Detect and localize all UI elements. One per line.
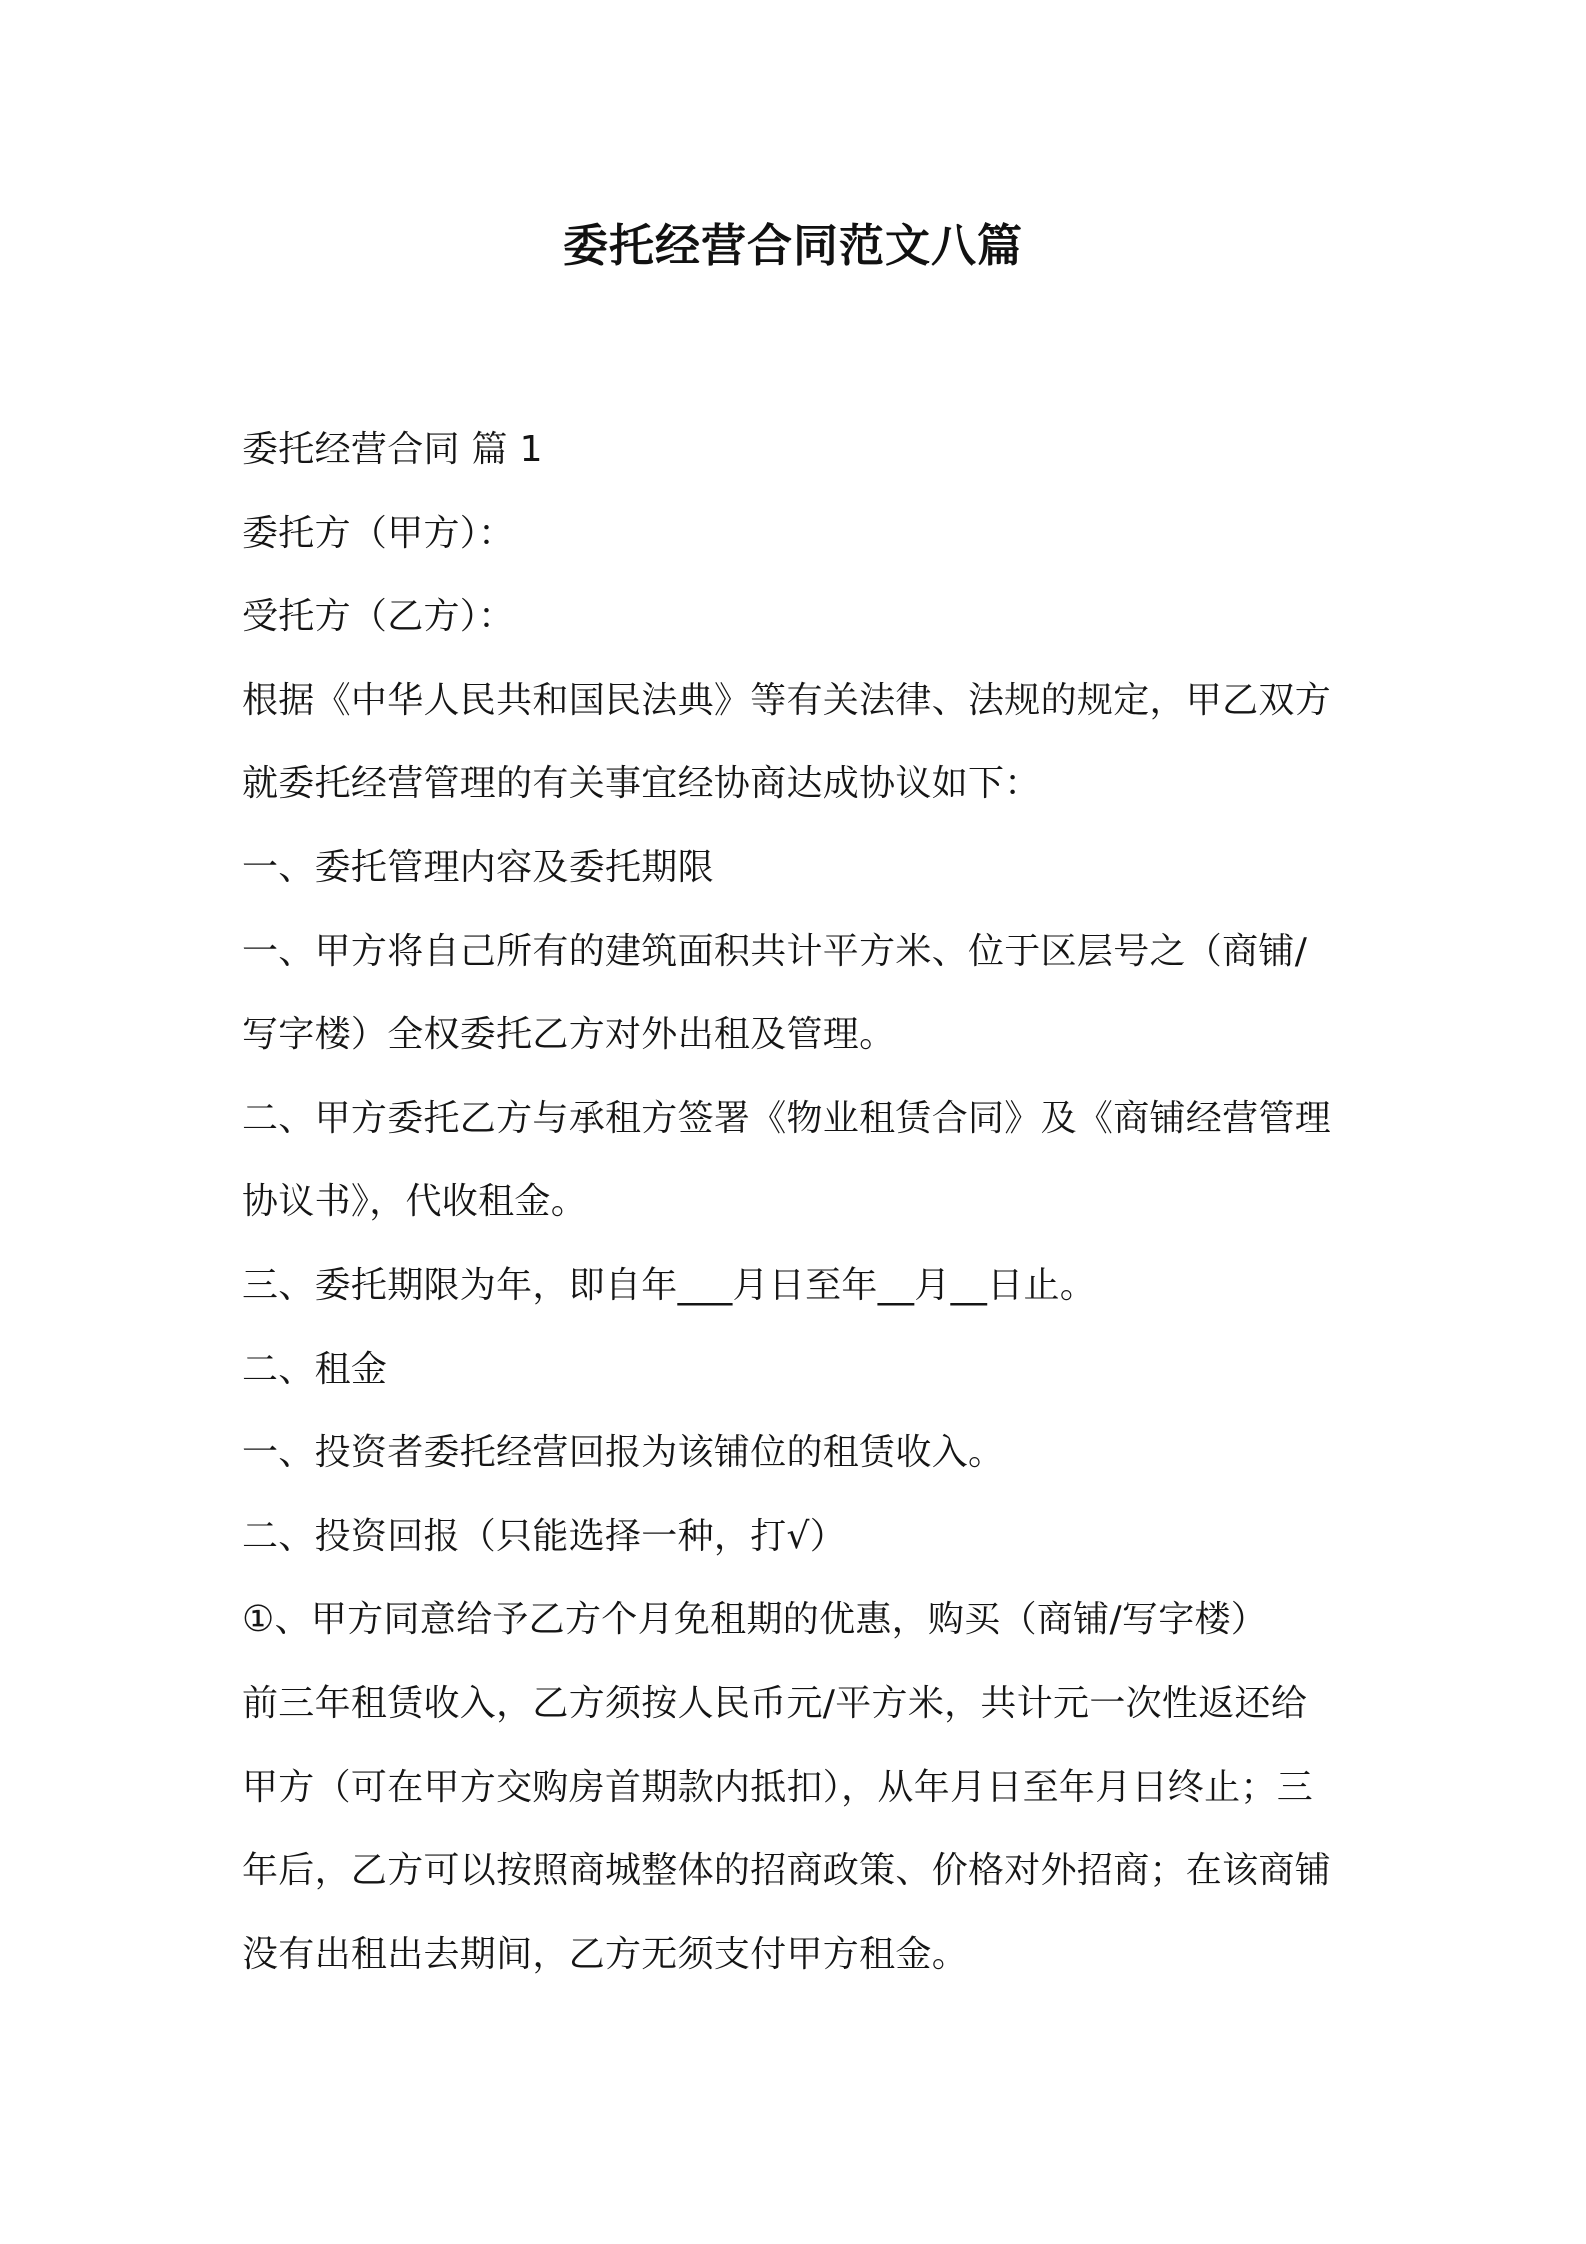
paragraph-line: 一、甲方将自己所有的建筑面积共计平方米、位于区层号之（商铺/ — [242, 930, 1308, 972]
paragraph-line: 前三年租赁收入，乙方须按人民币元/平方米，共计元一次性返还给 — [242, 1682, 1308, 1724]
paragraph-line: 甲方（可在甲方交购房首期款内抵扣），从年月日至年月日终止；三 — [242, 1766, 1314, 1808]
clause-heading: 二、租金 — [242, 1348, 388, 1390]
paragraph-line: 年后，乙方可以按照商城整体的招商政策、价格对外招商；在该商铺 — [242, 1850, 1332, 1892]
paragraph-line: 二、投资回报（只能选择一种，打√） — [242, 1515, 847, 1557]
section-heading: 委托经营合同 篇 1 — [242, 429, 543, 470]
paragraph-line: 协议书》，代收租金。 — [242, 1181, 588, 1223]
paragraph-line: 写字楼）全权委托乙方对外出租及管理。 — [242, 1014, 896, 1056]
document-body — [242, 408, 1362, 1996]
party-b-line: 受托方（乙方）： — [242, 596, 515, 638]
paragraph-line: 根据《中华人民共和国民法典》等有关法律、法规的规定，甲乙双方 — [242, 679, 1332, 721]
paragraph-line: ①、甲方同意给予乙方个月免租期的优惠，购买（商铺/写字楼） — [242, 1599, 1268, 1641]
paragraph-line: 就委托经营管理的有关事宜经协商达成协议如下： — [242, 763, 1041, 805]
paragraph-line: 三、委托期限为年，即自年___月日至年__月__日止。 — [242, 1264, 1097, 1306]
paragraph-line: 没有出租出去期间，乙方无须支付甲方租金。 — [242, 1933, 969, 1975]
document-title: 委托经营合同范文八篇 — [562, 219, 1023, 272]
paragraph-line: 二、甲方委托乙方与承租方签署《物业租赁合同》及《商铺经营管理 — [242, 1097, 1332, 1139]
paragraph-line: 一、投资者委托经营回报为该铺位的租赁收入。 — [242, 1432, 1005, 1474]
party-a-line: 委托方（甲方）： — [242, 512, 515, 554]
clause-heading: 一、委托管理内容及委托期限 — [242, 846, 714, 888]
